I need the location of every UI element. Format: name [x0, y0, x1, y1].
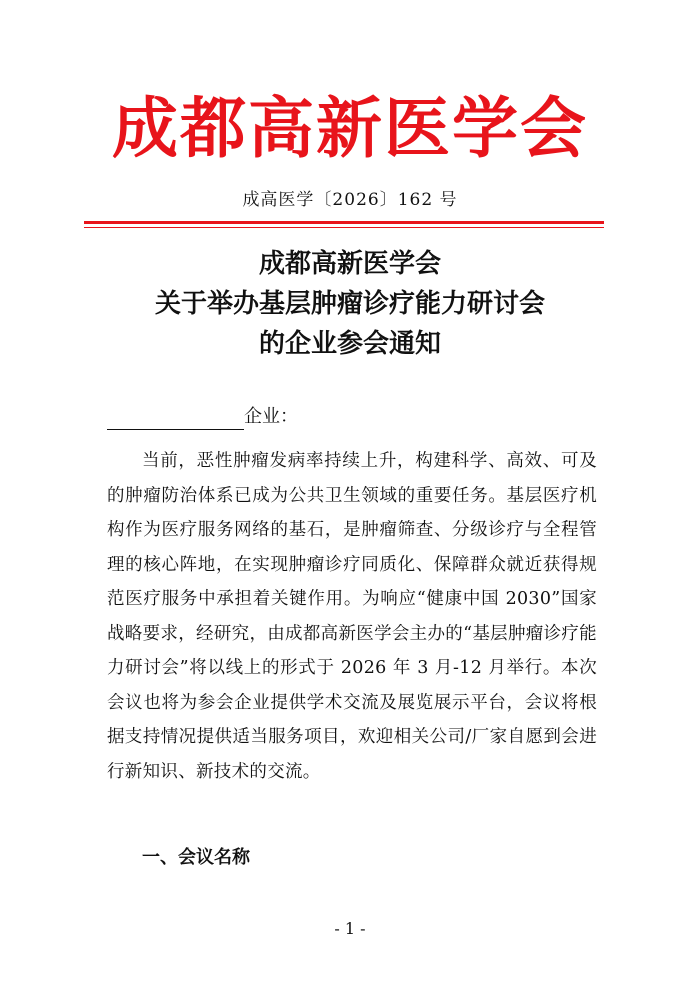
title-line-2: 关于举办基层肿瘤诊疗能力研讨会 — [154, 289, 545, 319]
title-line-3: 的企业参会通知 — [258, 329, 441, 359]
salutation-suffix: 企业： — [244, 406, 298, 427]
blank-fill-line — [107, 409, 244, 430]
org-header: 成都高新医学会 — [112, 89, 588, 167]
body-paragraph: 当前，恶性肿瘤发病率持续上升，构建科学、高效、可及的肿瘤防治体系已成为公共卫生领域的重要任务。基层医疗机构作为医疗服务网络的基石，是肿瘤筛查、分级诊疗与全程管理的核心阵地，在实现肿瘤诊疗同质化、保障群众就近获得规范医疗服务中承担着关键作用。为响应“健康中国 2030”国家战略要求，经研究，由成都高新医学会主办的“基层肿瘤诊疗能力研讨会”将以线上的形式于 2026 年 3 月-12 月举行。本次会议也将为参会企业提供学术交流及展览展示平台，会议将根据支持情况提供适当服务项目，欢迎相关公司/厂家自愿到会进行新知识、新技术的交流。 — [107, 451, 597, 782]
document-title — [0, 244, 700, 364]
section-heading: 一、会议名称 — [142, 847, 250, 868]
document-number: 成高医学〔2026〕162 号 — [242, 190, 458, 210]
header-rule-thin — [84, 227, 604, 228]
page-number: - 1 - — [334, 919, 366, 938]
salutation — [107, 404, 298, 430]
header-rule-thick — [84, 221, 604, 224]
title-line-1: 成都高新医学会 — [258, 249, 441, 279]
